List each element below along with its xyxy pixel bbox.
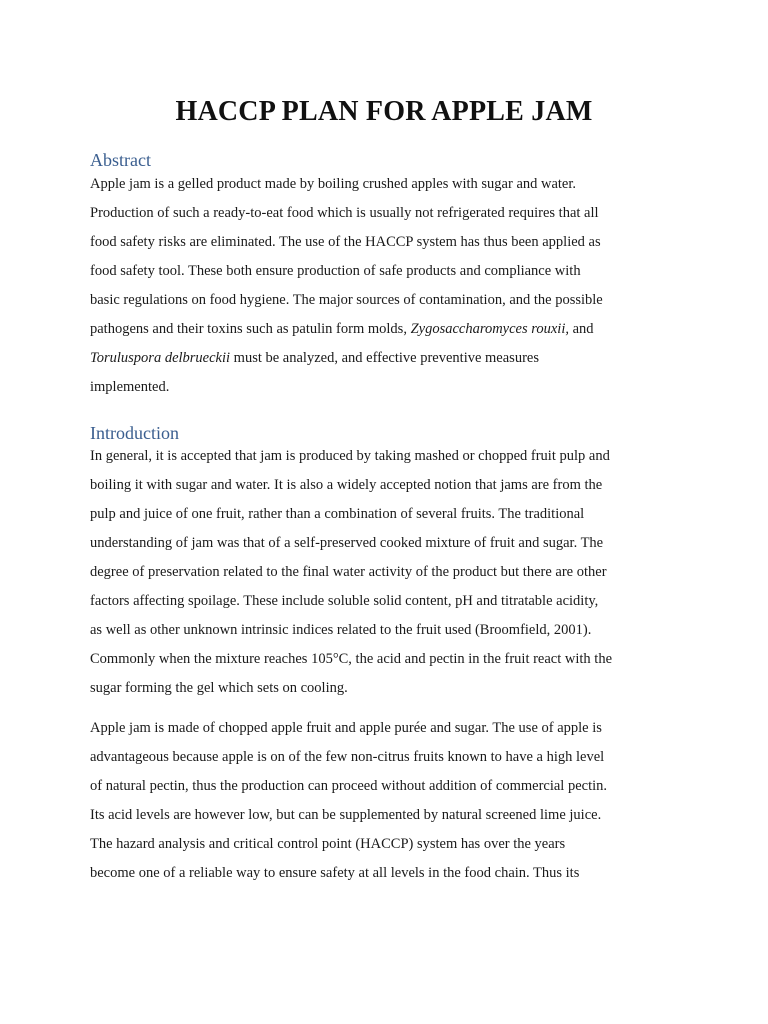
paragraph-line: Its acid levels are however low, but can be supplemented by natural screened lime juice. xyxy=(90,807,602,823)
introduction-paragraph-2 xyxy=(90,714,686,888)
paragraph-line xyxy=(90,315,686,344)
introduction-paragraph-1 xyxy=(90,442,686,703)
paragraph-line: In general, it is accepted that jam is produced by taking mashed or chopped fruit pulp and xyxy=(90,448,610,464)
paragraph-line: degree of preservation related to the final water activity of the product but there are other xyxy=(90,564,607,580)
paragraph-line: advantageous because apple is on of the few non-citrus fruits known to have a high level xyxy=(90,749,605,765)
paragraph-line: as well as other unknown intrinsic indices related to the fruit used (Broomfield, 2001). xyxy=(90,622,592,638)
document-title: HACCP PLAN FOR APPLE JAM xyxy=(175,96,593,127)
line-text: pathogens and their toxins such as patulin form molds, xyxy=(90,321,411,337)
paragraph-line: boiling it with sugar and water. It is also a widely accepted notion that jams are from the xyxy=(90,477,603,493)
paragraph-line: understanding of jam was that of a self-preserved cooked mixture of fruit and sugar. The xyxy=(90,535,604,551)
paragraph-line: food safety tool. These both ensure production of safe products and compliance with xyxy=(90,263,581,279)
paragraph-line: sugar forming the gel which sets on cooling. xyxy=(90,680,348,696)
abstract-heading: Abstract xyxy=(90,150,151,170)
paragraph-line: Apple jam is made of chopped apple fruit and apple purée and sugar. The use of apple is xyxy=(90,720,602,736)
species-name: Toruluspora delbrueckii xyxy=(90,350,231,366)
paragraph-line: of natural pectin, thus the production can proceed without addition of commercial pectin. xyxy=(90,778,608,794)
paragraph-line: pulp and juice of one fruit, rather than a combination of several fruits. The traditional xyxy=(90,506,585,522)
paragraph-line: factors affecting spoilage. These include soluble solid content, pH and titratable acidity, xyxy=(90,593,599,609)
paragraph-line: food safety risks are eliminated. The use of the HACCP system has thus been applied as xyxy=(90,234,601,250)
introduction-heading: Introduction xyxy=(90,423,179,443)
paragraph-line: basic regulations on food hygiene. The major sources of contamination, and the possible xyxy=(90,292,603,308)
abstract-paragraph xyxy=(90,170,686,402)
paragraph-line: become one of a reliable way to ensure safety at all levels in the food chain. Thus its xyxy=(90,865,580,881)
paragraph-line: Apple jam is a gelled product made by boiling crushed apples with sugar and water. xyxy=(90,176,577,192)
line-text: must be analyzed, and effective preventive measures xyxy=(230,350,539,366)
paragraph-line: Commonly when the mixture reaches 105°C, the acid and pectin in the fruit react with the xyxy=(90,651,613,667)
paragraph-line: implemented. xyxy=(90,379,170,395)
paragraph-line: Production of such a ready-to-eat food which is usually not refrigerated requires that all xyxy=(90,205,599,221)
paragraph-line xyxy=(90,344,686,373)
species-name: Zygosaccharomyces rouxii, xyxy=(410,321,569,337)
paragraph-line: The hazard analysis and critical control point (HACCP) system has over the years xyxy=(90,836,566,852)
line-text: and xyxy=(568,321,594,337)
